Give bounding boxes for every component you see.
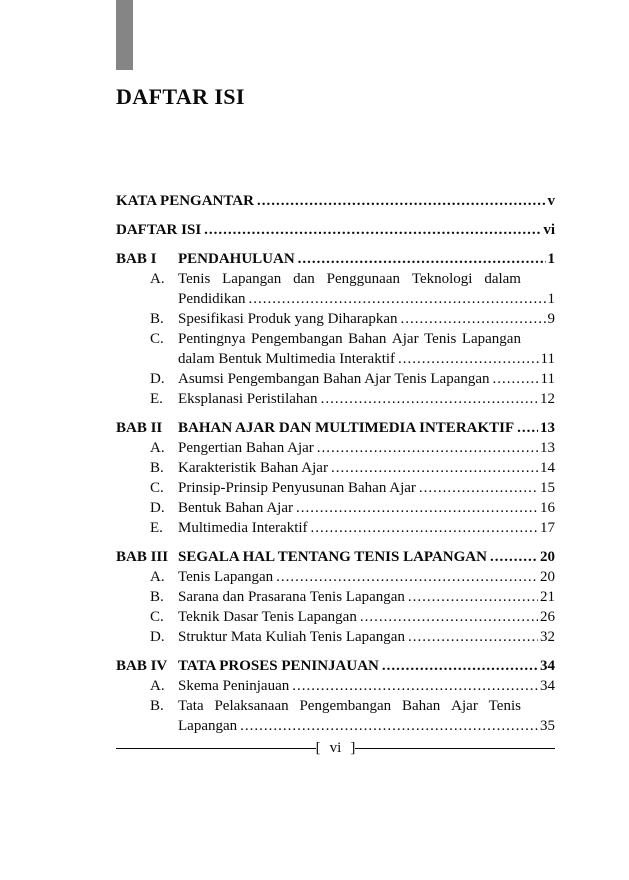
- chapter-title-content: [178, 249, 555, 269]
- toc-item-row: [116, 567, 555, 587]
- toc-entry-line: [178, 249, 555, 269]
- toc-entry-title: Pendidikan: [178, 291, 246, 307]
- toc-entry-line: [116, 191, 555, 211]
- item-letter-label: B.: [150, 311, 164, 327]
- toc-entry-line: [178, 389, 555, 409]
- dot-leader: [296, 498, 538, 518]
- toc-page-number: 35: [540, 718, 555, 734]
- dot-leader: [292, 676, 538, 696]
- page-edge-tab-mark: [116, 0, 133, 70]
- dot-leader: [493, 369, 539, 389]
- toc-page-number: 26: [540, 609, 555, 625]
- toc-page-number: 21: [540, 589, 555, 605]
- item-content: [178, 269, 555, 309]
- page-title: DAFTAR ISI: [116, 84, 245, 109]
- toc-item-row: [116, 607, 555, 627]
- dot-leader: [382, 656, 538, 676]
- item-content: [178, 369, 555, 389]
- item-letter-label: B.: [150, 589, 164, 605]
- toc-word: Pentingnya: [178, 331, 246, 347]
- toc-item-row: [116, 696, 555, 736]
- toc-page-number: 13: [540, 440, 555, 456]
- toc-entry-line: [178, 656, 555, 676]
- footer-bracket-open: [: [315, 740, 321, 756]
- item-content: [178, 676, 555, 696]
- toc-item-text-justified: [178, 329, 555, 349]
- toc-entry-line: [178, 716, 555, 736]
- toc-item-row: [116, 627, 555, 647]
- toc-entry-title: Sarana dan Prasarana Tenis Lapangan: [178, 589, 405, 605]
- item-letter-label: D.: [150, 371, 165, 387]
- item-letter-label: A.: [150, 678, 165, 694]
- toc-entry-title: Bentuk Bahan Ajar: [178, 500, 293, 516]
- toc-entry-line: [178, 478, 555, 498]
- item-letter-label: E.: [150, 391, 163, 407]
- toc-word: Ajar: [391, 331, 419, 347]
- toc-entry-title: TATA PROSES PENINJAUAN: [178, 658, 379, 674]
- dot-leader: [276, 567, 538, 587]
- toc-entry-title: Prinsip-Prinsip Penyusunan Bahan Ajar: [178, 480, 416, 496]
- toc-page-number: 15: [540, 480, 555, 496]
- item-letter-label: B.: [150, 460, 164, 476]
- toc-word: Teknologi: [411, 271, 473, 287]
- dot-leader: [257, 191, 546, 211]
- toc-entry-line: [178, 567, 555, 587]
- toc-entry-line: [178, 418, 555, 438]
- item-letter-label: B.: [150, 698, 164, 714]
- toc-word: Ajar: [451, 698, 478, 714]
- dot-leader: [408, 627, 538, 647]
- toc-page-number: v: [547, 193, 555, 209]
- footer-rule-right: [355, 748, 555, 749]
- toc-entry-line: [178, 627, 555, 647]
- page-footer: [116, 740, 555, 757]
- dot-leader: [408, 587, 538, 607]
- toc-word: Bahan: [401, 698, 441, 714]
- toc-item-row: [116, 389, 555, 409]
- dot-leader: [401, 309, 546, 329]
- item-content: [178, 607, 555, 627]
- toc-item-row: [116, 458, 555, 478]
- toc-item-row: [116, 498, 555, 518]
- toc-entry-title: Eksplanasi Peristilahan: [178, 391, 318, 407]
- toc-entry-title: Asumsi Pengembangan Bahan Ajar Tenis Lapangan: [178, 371, 490, 387]
- toc-entry-line: [178, 289, 555, 309]
- item-letter-label: C.: [150, 480, 164, 496]
- toc-page-number: 9: [547, 311, 555, 327]
- dot-leader: [311, 518, 538, 538]
- chapter-number-label: BAB II: [116, 420, 163, 436]
- toc-word: Lapangan: [461, 331, 521, 347]
- dot-leader: [398, 349, 539, 369]
- chapter-number-label: BAB III: [116, 549, 169, 565]
- toc-entry-line: [178, 607, 555, 627]
- toc-item-row: [116, 676, 555, 696]
- toc-entry-title: Teknik Dasar Tenis Lapangan: [178, 609, 357, 625]
- toc-entry-title: Pengertian Bahan Ajar: [178, 440, 314, 456]
- toc-entry-line: [178, 518, 555, 538]
- toc-entry-title: SEGALA HAL TENTANG TENIS LAPANGAN: [178, 549, 487, 565]
- toc-entry-title: dalam Bentuk Multimedia Interaktif: [178, 351, 396, 367]
- toc-entry-title: BAHAN AJAR DAN MULTIMEDIA INTERAKTIF: [178, 420, 515, 436]
- toc-word: Tenis: [488, 698, 521, 714]
- toc-page-number: 1: [547, 291, 555, 307]
- item-letter-label: A.: [150, 440, 165, 456]
- toc-chapter-row: [116, 418, 555, 438]
- toc-word: Pelaksanaan: [214, 698, 289, 714]
- item-content: [178, 389, 555, 409]
- item-content: [178, 458, 555, 478]
- toc-page-number: 14: [540, 460, 555, 476]
- chapter-number-label: BAB I: [116, 251, 157, 267]
- toc-word: Penggunaan: [326, 271, 400, 287]
- item-content: [178, 696, 555, 736]
- toc-entry-line: [178, 349, 555, 369]
- toc-word: Bahan: [348, 331, 387, 347]
- toc-page-number: 12: [540, 391, 555, 407]
- toc-word: Tenis: [178, 271, 211, 287]
- chapter-title-content: [178, 418, 555, 438]
- toc-word: Tata: [178, 698, 204, 714]
- toc-page-number: 34: [540, 678, 555, 694]
- toc-front-row: [116, 191, 555, 211]
- item-content: [178, 498, 555, 518]
- dot-leader: [317, 438, 538, 458]
- toc-item-row: [116, 587, 555, 607]
- toc-entry-title: KATA PENGANTAR: [116, 193, 254, 209]
- toc-page-number: 11: [540, 371, 555, 387]
- toc-entry-title: PENDAHULUAN: [178, 251, 295, 267]
- dot-leader: [490, 547, 538, 567]
- chapter-title-content: [178, 547, 555, 567]
- toc-entry-line: [178, 587, 555, 607]
- toc-page-number: vi: [543, 222, 555, 238]
- toc-entry-line: [178, 498, 555, 518]
- toc-entry-title: Tenis Lapangan: [178, 569, 274, 585]
- item-letter-label: D.: [150, 500, 165, 516]
- toc-word: Pengembangan: [299, 698, 392, 714]
- toc-word: Pengembangan: [250, 331, 343, 347]
- toc-entry-title: Karakteristik Bahan Ajar: [178, 460, 328, 476]
- item-content: [178, 627, 555, 647]
- toc-entry-line: [178, 369, 555, 389]
- toc-front-row: [116, 220, 555, 240]
- toc-word: dalam: [484, 271, 521, 287]
- toc-entry-title: DAFTAR ISI: [116, 222, 202, 238]
- toc-page-number: 16: [540, 500, 555, 516]
- item-content: [178, 567, 555, 587]
- toc-entry-title: Lapangan: [178, 718, 238, 734]
- dot-leader: [204, 220, 541, 240]
- toc-page-number: 13: [540, 420, 555, 436]
- chapter-number-label: BAB IV: [116, 658, 168, 674]
- footer-page-number: vi: [329, 740, 342, 756]
- toc-item-row: [116, 309, 555, 329]
- toc-word: dan: [293, 271, 315, 287]
- toc-word: Tenis: [424, 331, 457, 347]
- toc-entry-line: [178, 458, 555, 478]
- toc-page-number: 11: [540, 351, 555, 367]
- footer-rule-left: [116, 748, 316, 749]
- toc-page-number: 20: [540, 549, 555, 565]
- toc-page-number: 17: [540, 520, 555, 536]
- toc-page-number: 20: [540, 569, 555, 585]
- dot-leader: [517, 418, 538, 438]
- toc-page-number: 34: [540, 658, 555, 674]
- toc-entry-line: [178, 438, 555, 458]
- toc-item-row: [116, 518, 555, 538]
- toc-entry-line: [178, 547, 555, 567]
- toc-chapter-row: [116, 249, 555, 269]
- item-content: [178, 329, 555, 369]
- item-content: [178, 309, 555, 329]
- dot-leader: [360, 607, 538, 627]
- toc-item-row: [116, 478, 555, 498]
- item-letter-label: C.: [150, 609, 164, 625]
- toc-entry-title: Spesifikasi Produk yang Diharapkan: [178, 311, 398, 327]
- item-letter-label: C.: [150, 331, 164, 347]
- toc-chapter-row: [116, 547, 555, 567]
- item-letter-label: A.: [150, 271, 165, 287]
- toc-word: Lapangan: [222, 271, 282, 287]
- item-content: [178, 478, 555, 498]
- item-letter-label: E.: [150, 520, 163, 536]
- item-content: [178, 438, 555, 458]
- toc-list: [116, 191, 555, 736]
- dot-leader: [331, 458, 538, 478]
- toc-entry-title: Skema Peninjauan: [178, 678, 290, 694]
- toc-item-text-justified: [178, 269, 555, 289]
- toc-item-text-justified: [178, 696, 555, 716]
- dot-leader: [298, 249, 546, 269]
- chapter-title-content: [178, 656, 555, 676]
- item-content: [178, 518, 555, 538]
- item-content: [178, 587, 555, 607]
- toc-entry-line: [116, 220, 555, 240]
- dot-leader: [249, 289, 546, 309]
- toc-entry-line: [178, 309, 555, 329]
- footer-bracket-close: ]: [350, 740, 356, 756]
- dot-leader: [321, 389, 538, 409]
- toc-entry-title: Multimedia Interaktif: [178, 520, 308, 536]
- toc-entry-line: [178, 676, 555, 696]
- dot-leader: [240, 716, 538, 736]
- toc-entry-title: Struktur Mata Kuliah Tenis Lapangan: [178, 629, 405, 645]
- toc-chapter-row: [116, 656, 555, 676]
- toc-item-row: [116, 369, 555, 389]
- item-letter-label: A.: [150, 569, 165, 585]
- item-letter-label: D.: [150, 629, 165, 645]
- dot-leader: [419, 478, 538, 498]
- toc-item-row: [116, 269, 555, 309]
- toc-page-number: 32: [540, 629, 555, 645]
- toc-item-row: [116, 438, 555, 458]
- toc-page-number: 1: [547, 251, 555, 267]
- toc-item-row: [116, 329, 555, 369]
